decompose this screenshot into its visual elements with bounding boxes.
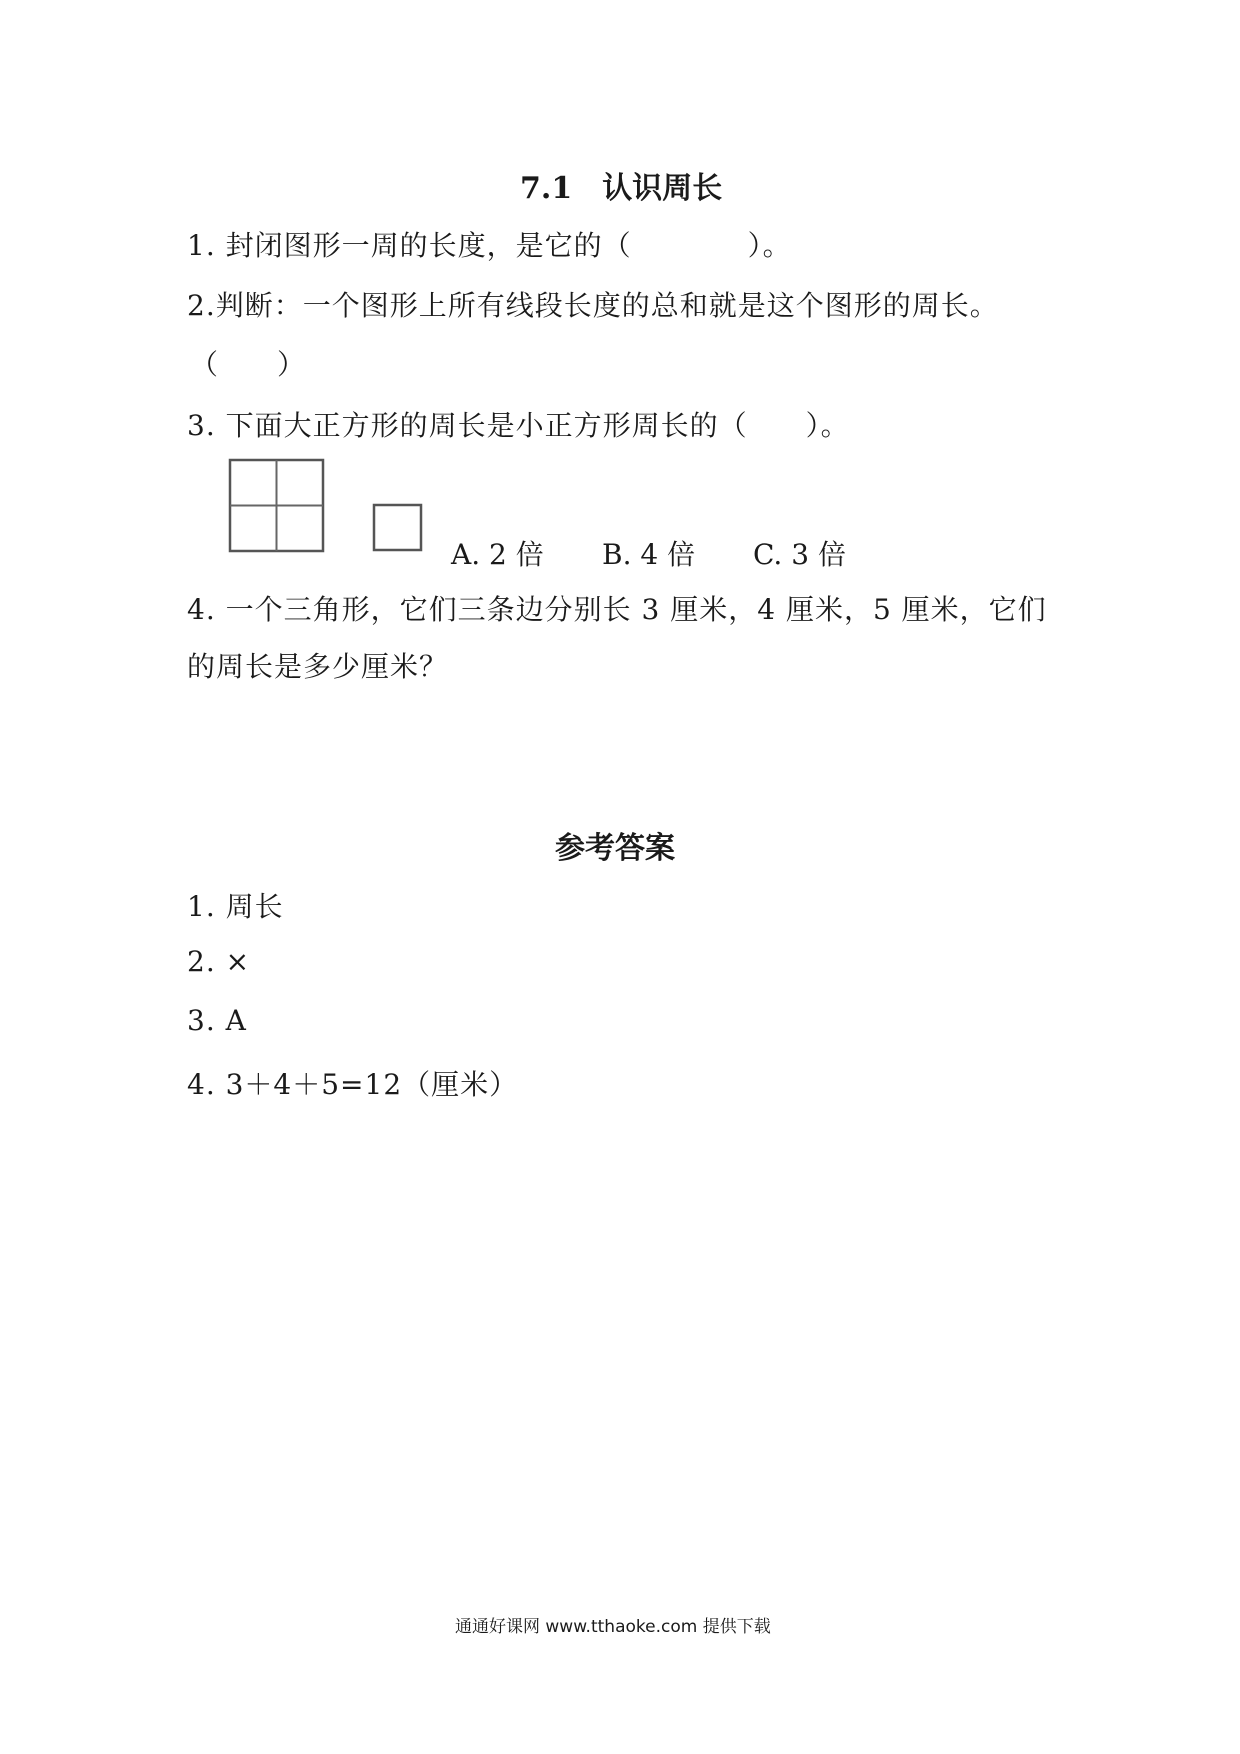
- answer-4: 4. 3＋4＋5=12（厘米）: [187, 1068, 519, 1101]
- footer-credit: 通通好课网 www.tthaoke.com 提供下载: [455, 1617, 771, 1637]
- option-b: B. 4 倍: [602, 538, 696, 571]
- question-2: 2.判断：一个图形上所有线段长度的总和就是这个图形的周长。: [187, 289, 999, 322]
- answer-title: 参考答案: [555, 831, 675, 866]
- question-1: 1. 封闭图形一周的长度，是它的（ ）。: [187, 229, 792, 262]
- option-a: A. 2 倍: [451, 538, 544, 571]
- question-3: 3. 下面大正方形的周长是小正方形周长的（ ）。: [187, 409, 850, 442]
- small-square-outline: [374, 505, 421, 550]
- question-4-continued: 的周长是多少厘米？: [187, 650, 449, 683]
- answer-1: 1. 周长: [187, 890, 284, 923]
- answer-3: 3. A: [187, 1004, 247, 1037]
- question-2-answer-paren: （ ）: [190, 348, 307, 381]
- large-square-figure: [228, 458, 326, 554]
- option-c: C. 3 倍: [753, 538, 846, 571]
- answer-2: 2. ×: [187, 945, 251, 978]
- question-4: 4. 一个三角形，它们三条边分别长 3 厘米，4 厘米，5 厘米，它们: [187, 593, 1047, 626]
- small-square-figure: [372, 503, 424, 553]
- section-title: 7.1 认识周长: [520, 171, 723, 206]
